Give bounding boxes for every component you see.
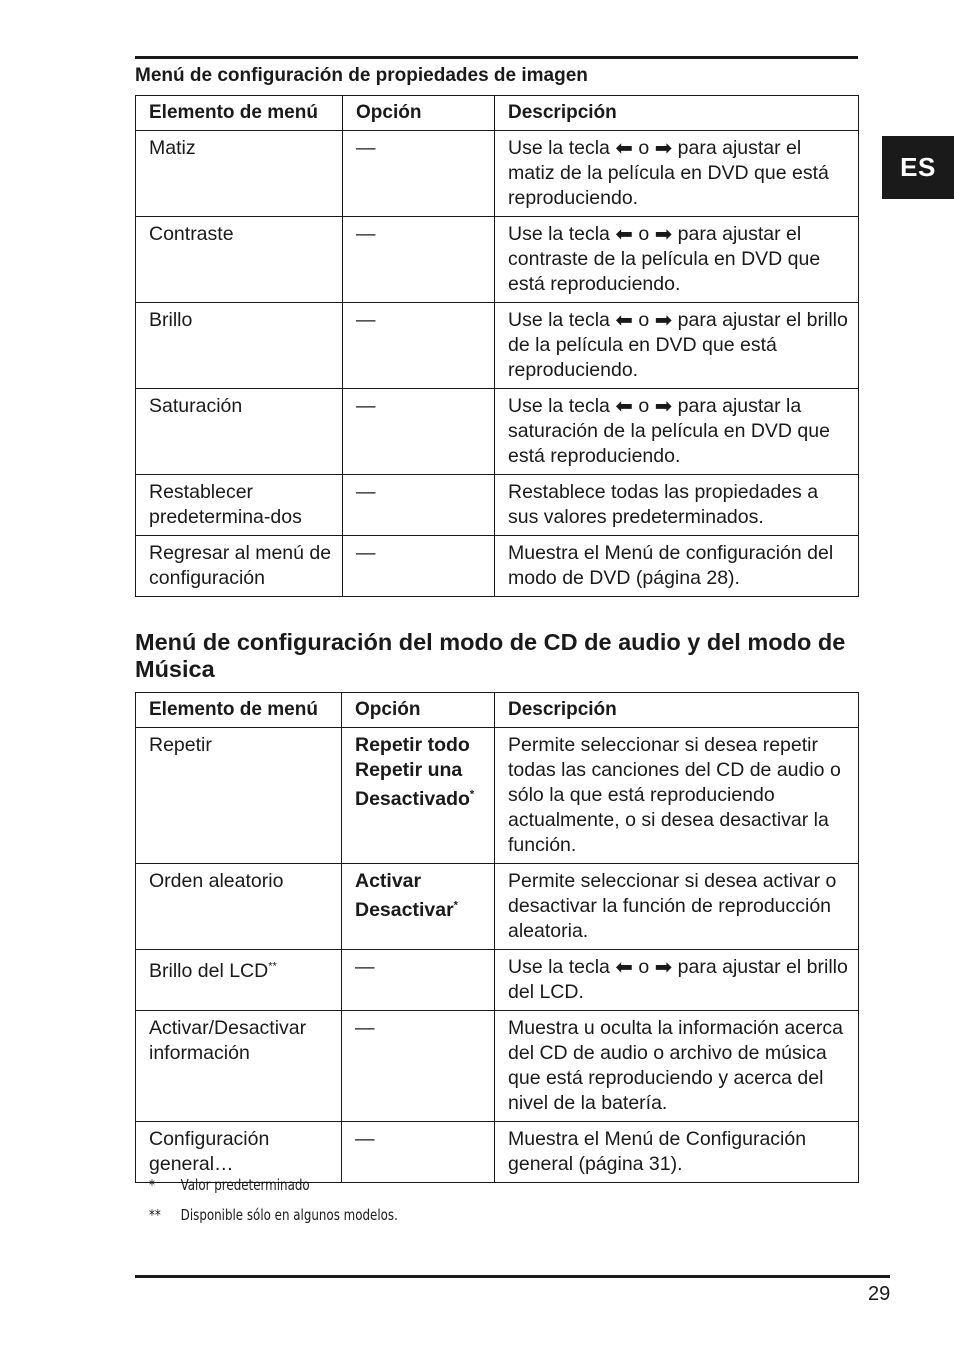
footnote-mark: * [453, 899, 458, 912]
footnote-mark: * [469, 788, 475, 801]
footnote-mark: * [149, 1176, 155, 1194]
bottom-rule [135, 1275, 890, 1278]
footnotes [149, 1176, 398, 1236]
section-heading: Menú de configuración del modo de CD de audio y del modo de Música [135, 629, 846, 682]
menu-item-cell: Orden aleatorio [136, 864, 342, 950]
description-text: o [638, 137, 650, 159]
table-row [136, 1122, 859, 1183]
right-arrow-icon: ➡ [654, 956, 673, 979]
right-arrow-icon: ➡ [654, 223, 673, 246]
description-cell: Muestra u oculta la información acerca del CD de audio o archivo de música que está reproduciendo y acerca del nivel de la batería. [495, 1011, 859, 1122]
table-row [136, 389, 859, 475]
description-text: o [638, 395, 650, 417]
description-text: Use la tecla [508, 223, 610, 245]
table-header-row [136, 96, 859, 131]
option-value-default [355, 898, 486, 923]
menu-item-cell: Configuración general… [136, 1122, 342, 1183]
option-cell: — [342, 950, 495, 1011]
description-cell: Permite seleccionar si desea repetir todas las canciones del CD de audio o sólo la que está reproduciendo actualmente, o si desea desactivar la función. [495, 728, 859, 864]
option-value-default [355, 787, 486, 812]
footnote-text: Disponible sólo en algunos modelos. [180, 1206, 398, 1224]
description-cell [495, 131, 859, 217]
description-cell: Muestra el Menú de Configuración general (página 31). [495, 1122, 859, 1183]
footnote [149, 1176, 398, 1206]
menu-item-cell [136, 950, 342, 1011]
table-header-row [136, 693, 859, 728]
table-row [136, 131, 859, 217]
table-row [136, 728, 859, 864]
option-value: Desactivar [355, 899, 454, 921]
menu-item-cell: Saturación [136, 389, 343, 475]
option-cell [342, 864, 495, 950]
description-text: para ajustar el matiz de la película en DVD que está reproduciendo. [508, 137, 829, 209]
description-cell: Muestra el Menú de configuración del modo de DVD (página 28). [495, 536, 859, 597]
column-header-option: Opción [343, 96, 495, 131]
language-tab: ES [882, 136, 954, 199]
description-text: o [638, 309, 650, 331]
table-row [136, 536, 859, 597]
menu-item-text: Brillo del LCD [149, 960, 269, 982]
option-cell: — [342, 1011, 495, 1122]
table-row [136, 217, 859, 303]
column-header-option: Opción [342, 693, 495, 728]
menu-item-cell: Regresar al menú de configuración [136, 536, 343, 597]
description-cell: Permite seleccionar si desea activar o desactivar la función de reproducción aleatoria. [495, 864, 859, 950]
menu-item-cell: Brillo [136, 303, 343, 389]
description-cell: Restablece todas las propiedades a sus valores predeterminados. [495, 475, 859, 536]
top-rule [135, 56, 858, 59]
description-cell [495, 950, 859, 1011]
option-cell: — [343, 389, 495, 475]
description-text: para ajustar el contraste de la película en DVD que está reproduciendo. [508, 223, 821, 295]
description-text: para ajustar el brillo de la película en DVD que está reproduciendo. [508, 309, 848, 381]
option-value: Activar [355, 870, 422, 892]
footnote-mark: ** [268, 960, 277, 973]
option-cell: — [342, 1122, 495, 1183]
description-cell [495, 303, 859, 389]
description-text: Use la tecla [508, 309, 610, 331]
image-properties-table [135, 95, 859, 597]
description-text: para ajustar el brillo del LCD. [508, 956, 848, 1003]
description-text: para ajustar la saturación de la película en DVD que está reproduciendo. [508, 395, 830, 467]
description-cell [495, 389, 859, 475]
table-row [136, 1011, 859, 1122]
footnote-mark: ** [149, 1206, 161, 1224]
column-header-item: Elemento de menú [136, 96, 343, 131]
table-title: Menú de configuración de propiedades de imagen [135, 65, 588, 86]
description-text: o [638, 223, 650, 245]
option-cell: — [343, 536, 495, 597]
right-arrow-icon: ➡ [654, 395, 673, 418]
option-cell: — [343, 131, 495, 217]
column-header-description: Descripción [495, 693, 859, 728]
left-arrow-icon: ⬅ [615, 395, 633, 418]
page-number: 29 [868, 1283, 891, 1305]
footnote [149, 1206, 398, 1236]
menu-item-cell: Restablecer predetermina-dos [136, 475, 343, 536]
menu-item-cell: Contraste [136, 217, 343, 303]
left-arrow-icon: ⬅ [615, 137, 633, 160]
description-text: Use la tecla [508, 395, 610, 417]
right-arrow-icon: ➡ [654, 309, 673, 332]
table-row [136, 303, 859, 389]
table-row [136, 950, 859, 1011]
footnote-text: Valor predeterminado [180, 1176, 310, 1194]
option-value: Repetir todo [355, 734, 470, 756]
column-header-description: Descripción [495, 96, 859, 131]
option-value: Desactivado [355, 788, 470, 810]
option-cell [342, 728, 495, 864]
option-cell: — [343, 217, 495, 303]
description-cell [495, 217, 859, 303]
menu-item-cell: Matiz [136, 131, 343, 217]
option-cell: — [343, 475, 495, 536]
right-arrow-icon: ➡ [654, 137, 673, 160]
option-cell: — [343, 303, 495, 389]
description-text: Use la tecla [508, 956, 610, 978]
table-row [136, 864, 859, 950]
audio-music-table [135, 692, 859, 1183]
description-text: o [638, 956, 650, 978]
table-row [136, 475, 859, 536]
column-header-item: Elemento de menú [136, 693, 342, 728]
option-value: Repetir una [355, 759, 463, 781]
left-arrow-icon: ⬅ [615, 223, 633, 246]
left-arrow-icon: ⬅ [615, 956, 633, 979]
menu-item-cell: Activar/Desactivar información [136, 1011, 342, 1122]
description-text: Use la tecla [508, 137, 610, 159]
menu-item-cell: Repetir [136, 728, 342, 864]
left-arrow-icon: ⬅ [615, 309, 633, 332]
